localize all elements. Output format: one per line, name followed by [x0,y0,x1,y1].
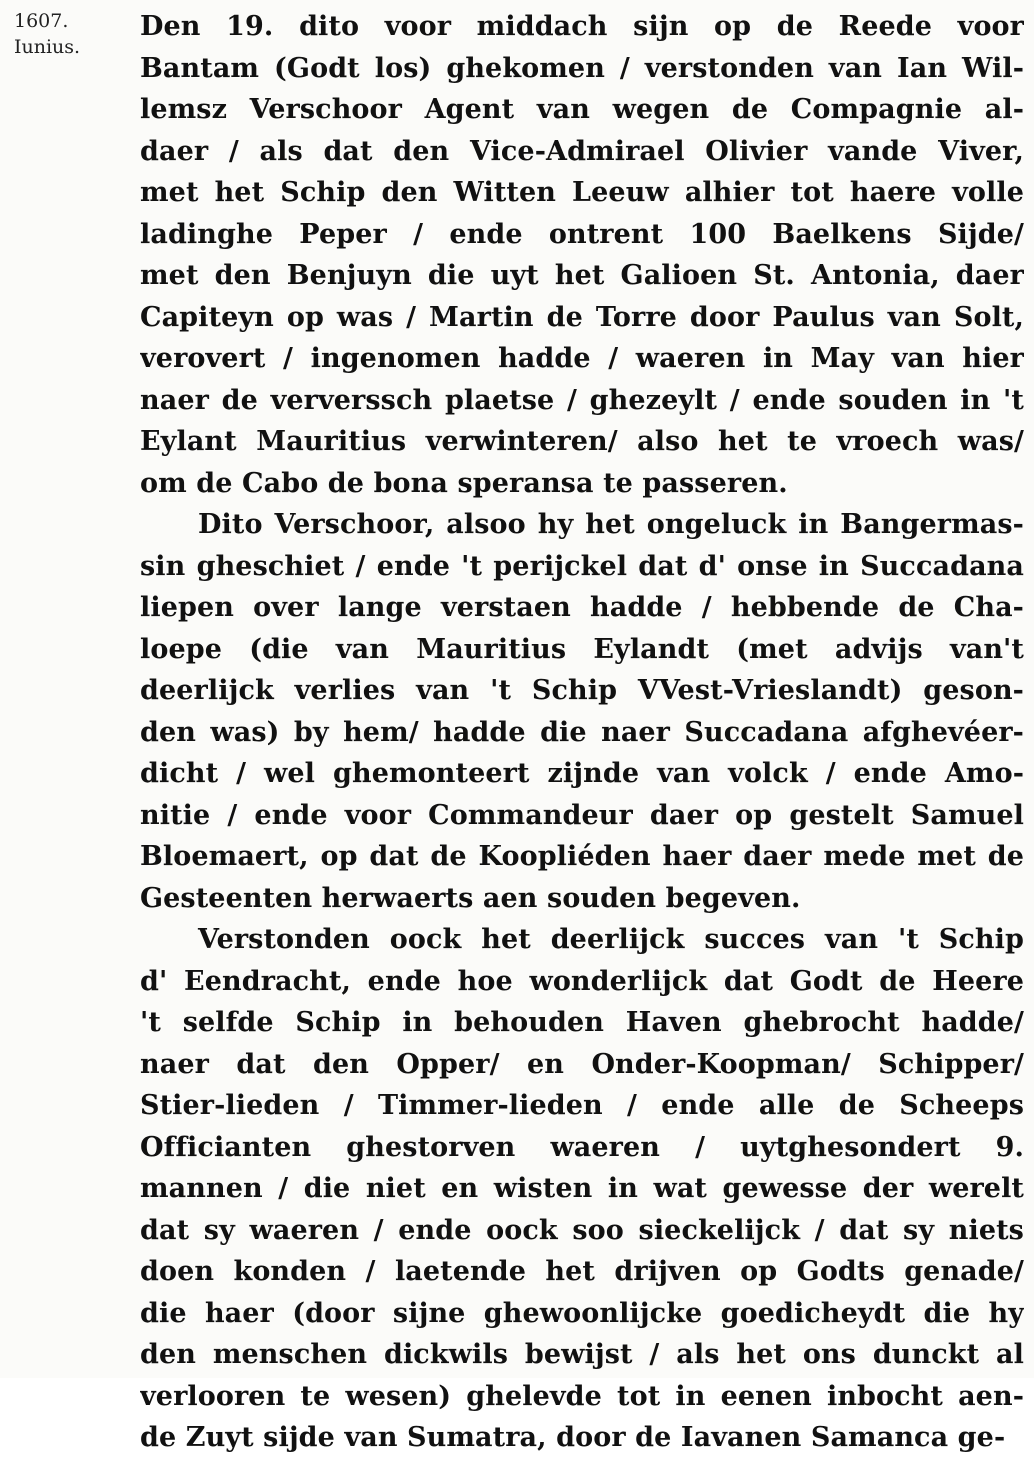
text-line: naer de ververssch plaetse / ghezeylt / ende souden in 't [140,384,1024,416]
text-line: Verstonden oock het deerlijck succes van 't Schip [198,924,1024,955]
text-line: loepe (die van Mauritius Eylandt (met advijs van't [140,633,1024,665]
text-line: naer dat den Opper/ en Onder-Koopman/ Schipper/ [140,1048,1024,1080]
text-line: Bloemaert, op dat de Koopliéden haer daer mede met de [140,841,1024,872]
text-line: Capiteyn op was / Martin de Torre door Paulus van Solt, [140,301,1024,333]
text-line: de Zuyt sijde van Sumatra, door de Iavanen Samanca ge- [140,1422,1006,1453]
text-line: Bantam (Godt los) ghekomen / verstonden van Ian Wil- [140,52,1024,84]
text-line: met den Benjuyn die uyt het Galioen St. Antonia, daer [140,260,1024,291]
margin-year: 1607. [14,10,69,32]
text-line: ladinghe Peper / ende ontrent 100 Baelkens Sijde/ [140,218,1024,250]
body-text [140,6,1024,1459]
text-line: Gesteenten herwaerts aen souden begeven. [140,882,801,914]
margin-note [14,8,124,60]
text-line: 't selfde Schip in behouden Haven ghebrocht hadde/ [140,1007,1024,1038]
text-line: den was) by hem/ hadde die naer Succadana afghevéer- [140,716,1024,748]
text-line: Officianten ghestorven waeren / uytghesondert 9. [140,1131,1024,1163]
text-line: liepen over lange verstaen hadde / hebbende de Cha- [140,592,1024,623]
text-line: mannen / die niet en wisten in wat gewesse der werelt [140,1173,1024,1204]
text-line: dat sy waeren / ende oock soo sieckelijck / dat sy niets [140,1214,1024,1246]
text-line: lemsz Verschoor Agent van wegen de Compagnie al- [140,94,1024,125]
text-line: die haer (door sijne ghewoonlijcke goedicheydt die hy [140,1297,1024,1329]
text-line: sin gheschiet / ende 't perijckel dat d' onse in Succadana [140,550,1024,582]
text-line: nitie / ende voor Commandeur daer op gestelt Samuel [140,799,1024,831]
text-line: met het Schip den Witten Leeuw alhier tot haere volle [140,177,1024,208]
text-line: den menschen dickwils bewijst / als het ons dunckt al [140,1339,1024,1370]
text-line: deerlijck verlies van 't Schip VVest-Vrieslandt) geson- [140,675,1024,706]
paragraph [140,504,1024,919]
margin-month: Iunius. [14,36,81,58]
text-line: verovert / ingenomen hadde / waeren in May van hier [140,343,1024,374]
paragraph [140,6,1024,504]
text-line: dicht / wel ghemonteert zijnde van volck / ende Amo- [140,758,1024,789]
text-line: Eylant Mauritius verwinteren/ also het te vroech was/ [140,426,1024,457]
text-line: Dito Verschoor, alsoo hy het ongeluck in Bangermas- [198,509,1024,540]
text-line: om de Cabo de bona speransa te passeren. [140,467,788,499]
text-line: doen konden / laetende het drijven op Godts genade/ [140,1256,1024,1287]
text-line: verlooren te wesen) ghelevde tot in eenen inbocht aen- [140,1380,1024,1412]
text-line: Stier-lieden / Timmer-lieden / ende alle de Scheeps [140,1090,1024,1121]
text-line: Den 19. dito voor middach sijn op de Reede voor [140,11,1024,42]
text-line: daer / als dat den Vice-Admirael Olivier vande Viver, [140,135,1024,167]
text-line: d' Eendracht, ende hoe wonderlijck dat Godt de Heere [140,965,1024,997]
